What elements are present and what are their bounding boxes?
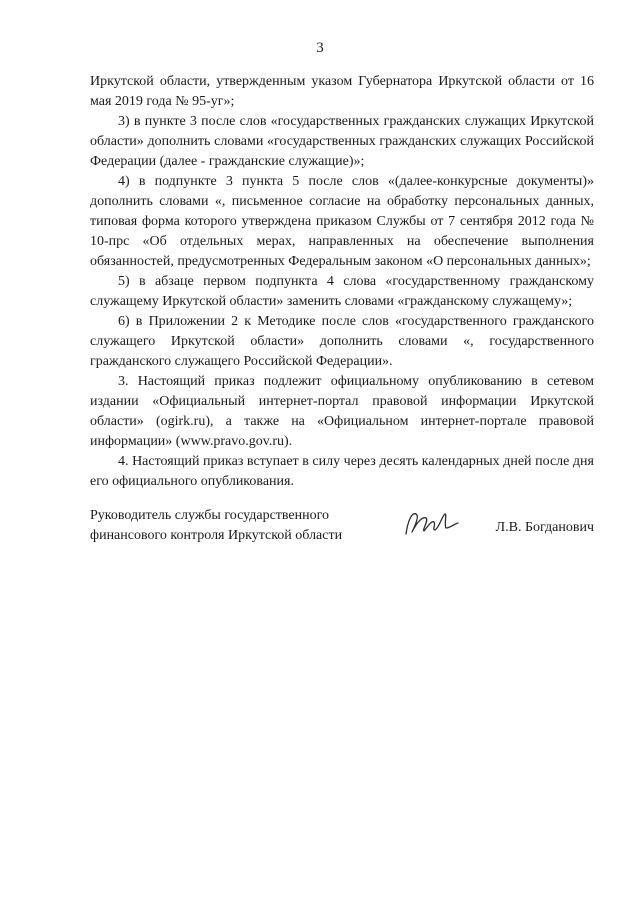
- paragraph-continuation: Иркутской области, утвержденным указом Губернатора Иркутской области от 16 мая 2019 года № 95-уг»;: [90, 74, 594, 109]
- document-body: [90, 72, 594, 492]
- page-number: 3: [316, 40, 324, 56]
- paragraph-item-3: 3) в пункте 3 после слов «государственных гражданских служащих Иркутской области» дополнить словами «государственных гражданских служащих Российской Федерации (далее - гражданские служащие)»;: [90, 114, 594, 169]
- signatory-position-line1: Руководитель службы государственного: [90, 508, 330, 523]
- signatory-position: [90, 506, 390, 546]
- signature-block: [90, 506, 594, 566]
- paragraph-item-6: 6) в Приложении 2 к Методике после слов «государственного гражданского служащего Иркутской области» дополнить словами «, государственного гражданского служащего Российской Федерации».: [90, 314, 594, 369]
- handwritten-signature: [402, 506, 462, 542]
- paragraph-effective-date: 4. Настоящий приказ вступает в силу через десять календарных дней после дня его официального опубликования.: [90, 454, 594, 489]
- paragraph-item-4: 4) в подпункте 3 пункта 5 после слов «(далее-конкурсные документы)» дополнить словами «, письменное согласие на обработку персональных данных, типовая форма которого утверждена приказом Службы от 7 сентября 2012 года № 10-прс «Об отдельных мерах, направленных на обеспечение выполнения обязанностей, предусмотренных Федеральным законом «О персональных данных»;: [90, 174, 594, 269]
- signatory-position-line2: финансового контроля Иркутской области: [90, 528, 343, 543]
- paragraph-publication: 3. Настоящий приказ подлежит официальному опубликованию в сетевом издании «Официальный интернет-портал правовой информации Иркутской области» (ogirk.ru), а также на «Официальном интернет-портале правовой информации» (www.pravo.gov.ru).: [90, 374, 594, 449]
- paragraph-item-5: 5) в абзаце первом подпункта 4 слова «государственному гражданскому служащему Иркутской области» заменить словами «гражданскому служащему»;: [90, 274, 594, 309]
- signatory-name: Л.В. Богданович: [495, 520, 594, 535]
